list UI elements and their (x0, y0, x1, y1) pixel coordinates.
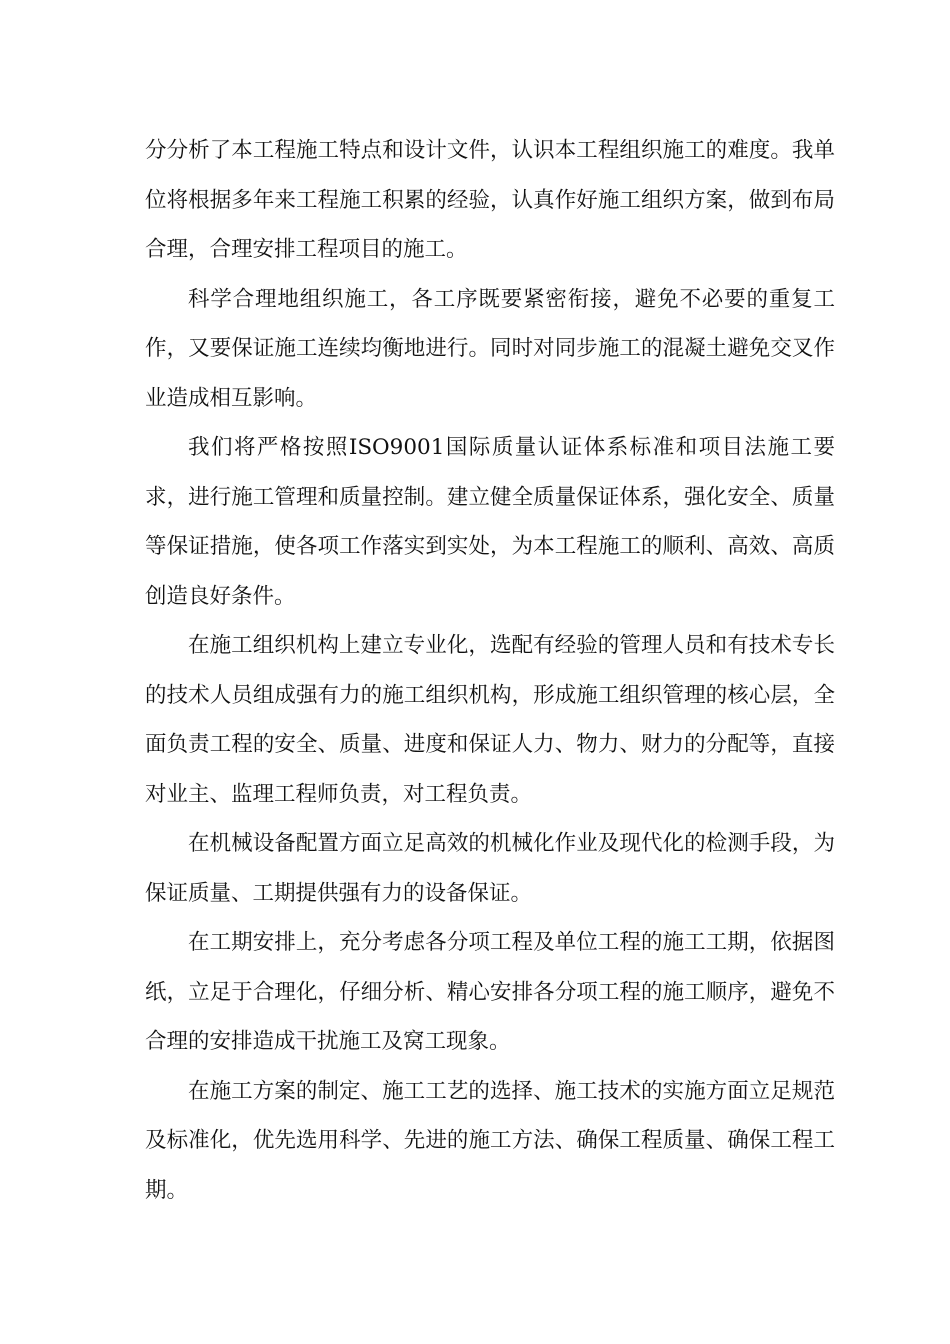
document-body (145, 126, 835, 1215)
paragraph-2: 科学合理地组织施工，各工序既要紧密衔接，避免不必要的重复工作，又要保证施工连续均衡地进行。同时对同步施工的混凝土避免交叉作业造成相互影响。 (145, 286, 835, 411)
paragraph-3: 我们将严格按照ISO9001国际质量认证体系标准和项目法施工要求，进行施工管理和质量控制。建立健全质量保证体系，强化安全、质量等保证措施，使各项工作落实到实处，为本工程施工的顺利、高效、高质创造良好条件。 (145, 435, 835, 609)
paragraph-7: 在施工方案的制定、施工工艺的选择、施工技术的实施方面立足规范及标准化，优先选用科学、先进的施工方法、确保工程质量、确保工程工期。 (145, 1078, 835, 1203)
paragraph-5: 在机械设备配置方面立足高效的机械化作业及现代化的检测手段，为保证质量、工期提供强有力的设备保证。 (145, 831, 835, 906)
paragraph-1: 分分析了本工程施工特点和设计文件，认识本工程组织施工的难度。我单位将根据多年来工程施工积累的经验，认真作好施工组织方案，做到布局合理，合理安排工程项目的施工。 (145, 138, 835, 262)
paragraph-6: 在工期安排上，充分考虑各分项工程及单位工程的施工工期，依据图纸，立足于合理化，仔细分析、精心安排各分项工程的施工顺序，避免不合理的安排造成干扰施工及窝工现象。 (145, 930, 835, 1054)
paragraph-4: 在施工组织机构上建立专业化，选配有经验的管理人员和有技术专长的技术人员组成强有力的施工组织机构，形成施工组织管理的核心层，全面负责工程的安全、质量、进度和保证人力、物力、财力的分配等，直接对业主、监理工程师负责，对工程负责。 (145, 633, 835, 807)
